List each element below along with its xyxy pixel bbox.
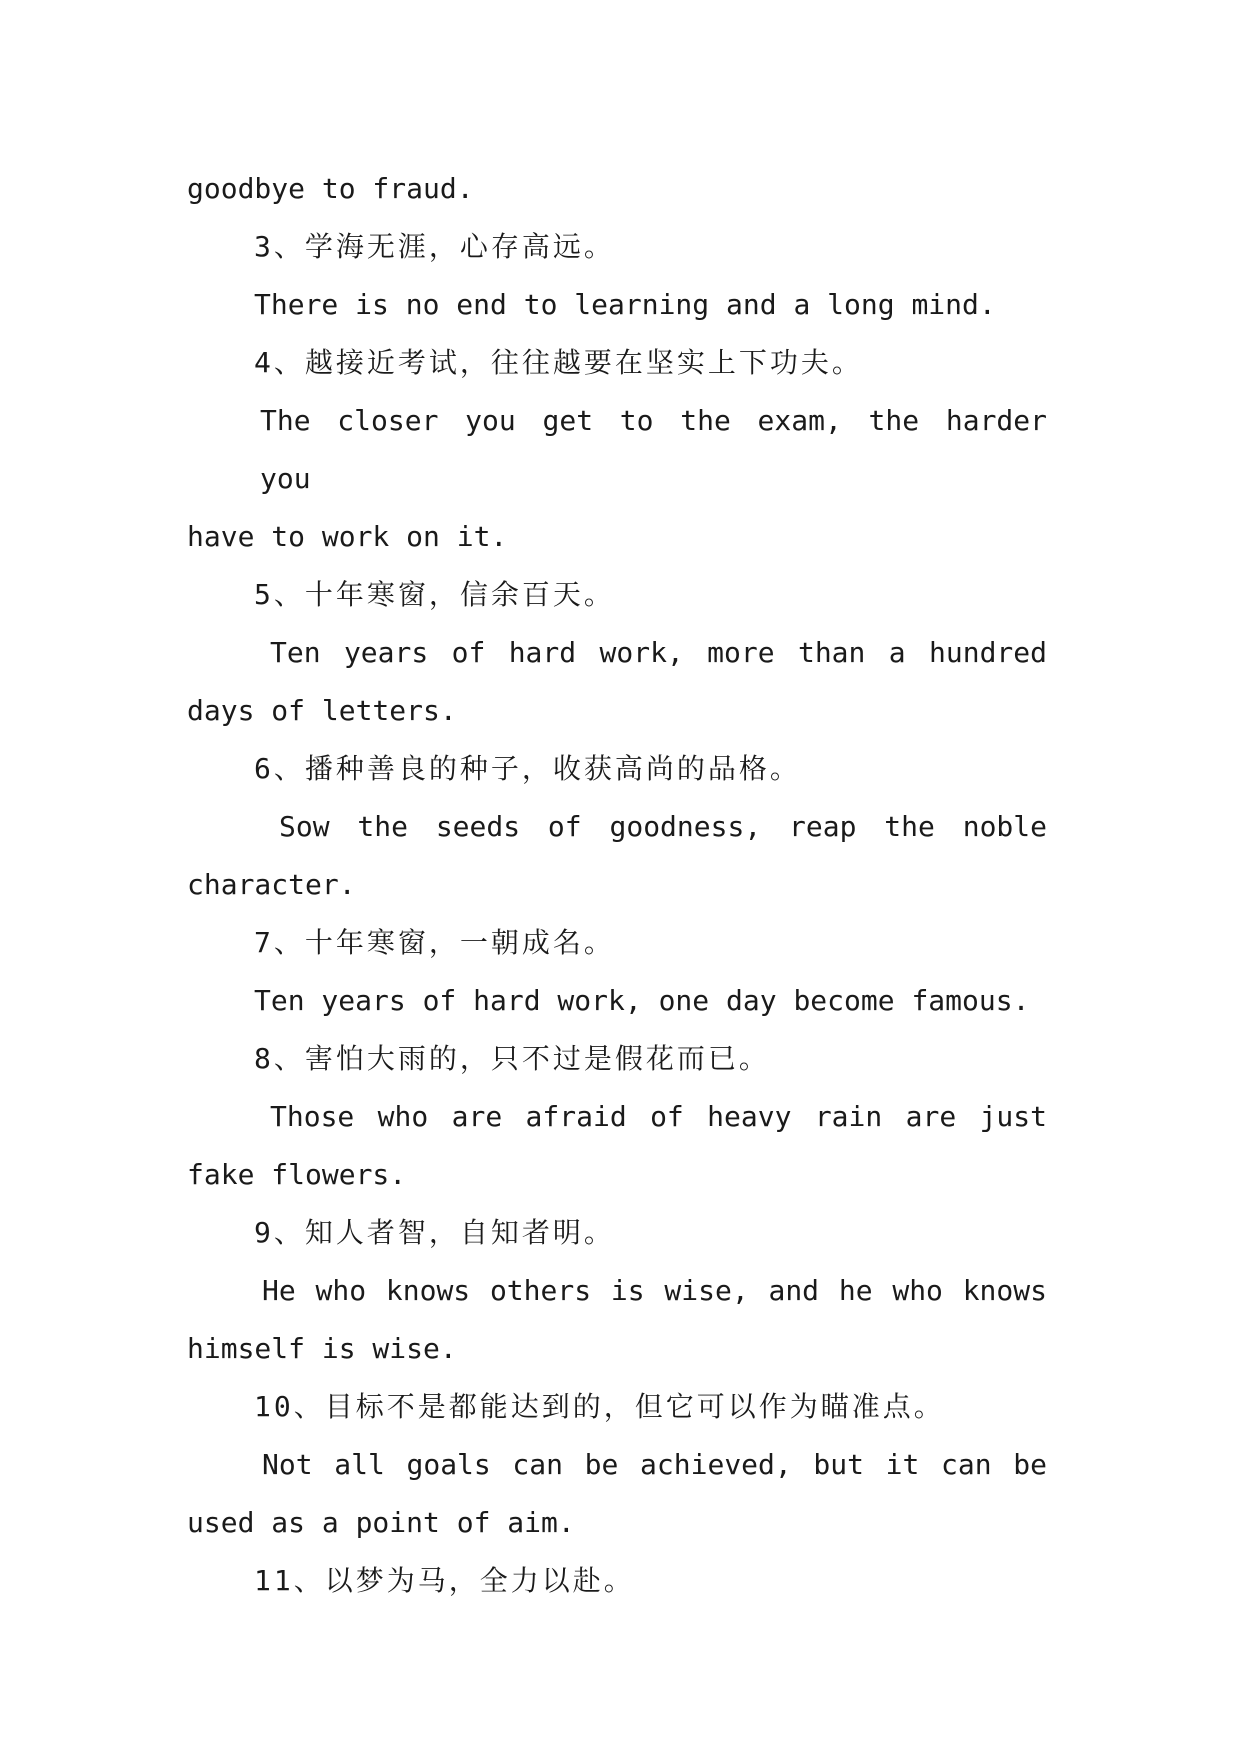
- chinese-quote-8: 8、害怕大雨的，只不过是假花而已。: [254, 1042, 770, 1075]
- text-line: goodbye to fraud.: [187, 172, 474, 205]
- english-translation-3: There is no end to learning and a long mind.: [254, 288, 996, 321]
- chinese-quote-4: 4、越接近考试，往往越要在坚实上下功夫。: [254, 346, 863, 379]
- english-translation-7: Ten years of hard work, one day become famous.: [254, 984, 1030, 1017]
- chinese-quote-9: 9、知人者智，自知者明。: [254, 1216, 615, 1249]
- english-translation-10-line1: Not all goals can be achieved, but it can be: [262, 1448, 1047, 1481]
- english-translation-10-line2: used as a point of aim.: [187, 1506, 575, 1539]
- chinese-quote-10: 10、目标不是都能达到的，但它可以作为瞄准点。: [254, 1390, 945, 1423]
- chinese-quote-7: 7、十年寒窗，一朝成名。: [254, 926, 615, 959]
- document-body: [187, 160, 1047, 1610]
- chinese-quote-6: 6、播种善良的种子，收获高尚的品格。: [254, 752, 801, 785]
- chinese-quote-11: 11、以梦为马，全力以赴。: [254, 1564, 635, 1597]
- english-translation-9-line1: He who knows others is wise, and he who knows: [262, 1274, 1047, 1307]
- english-translation-6-line1: Sow the seeds of goodness, reap the noble: [279, 810, 1047, 843]
- english-translation-4-line2: have to work on it.: [187, 520, 508, 553]
- chinese-quote-5: 5、十年寒窗，信余百天。: [254, 578, 615, 611]
- english-translation-4-line1: The closer you get to the exam, the harder you: [260, 404, 1047, 495]
- chinese-quote-3: 3、学海无涯，心存高远。: [254, 230, 615, 263]
- english-translation-5-line2: days of letters.: [187, 694, 457, 727]
- english-translation-6-line2: character.: [187, 868, 356, 901]
- english-translation-5-line1: Ten years of hard work, more than a hundred: [270, 636, 1047, 669]
- english-translation-8-line1: Those who are afraid of heavy rain are just: [270, 1100, 1047, 1133]
- english-translation-8-line2: fake flowers.: [187, 1158, 407, 1191]
- english-translation-9-line2: himself is wise.: [187, 1332, 457, 1365]
